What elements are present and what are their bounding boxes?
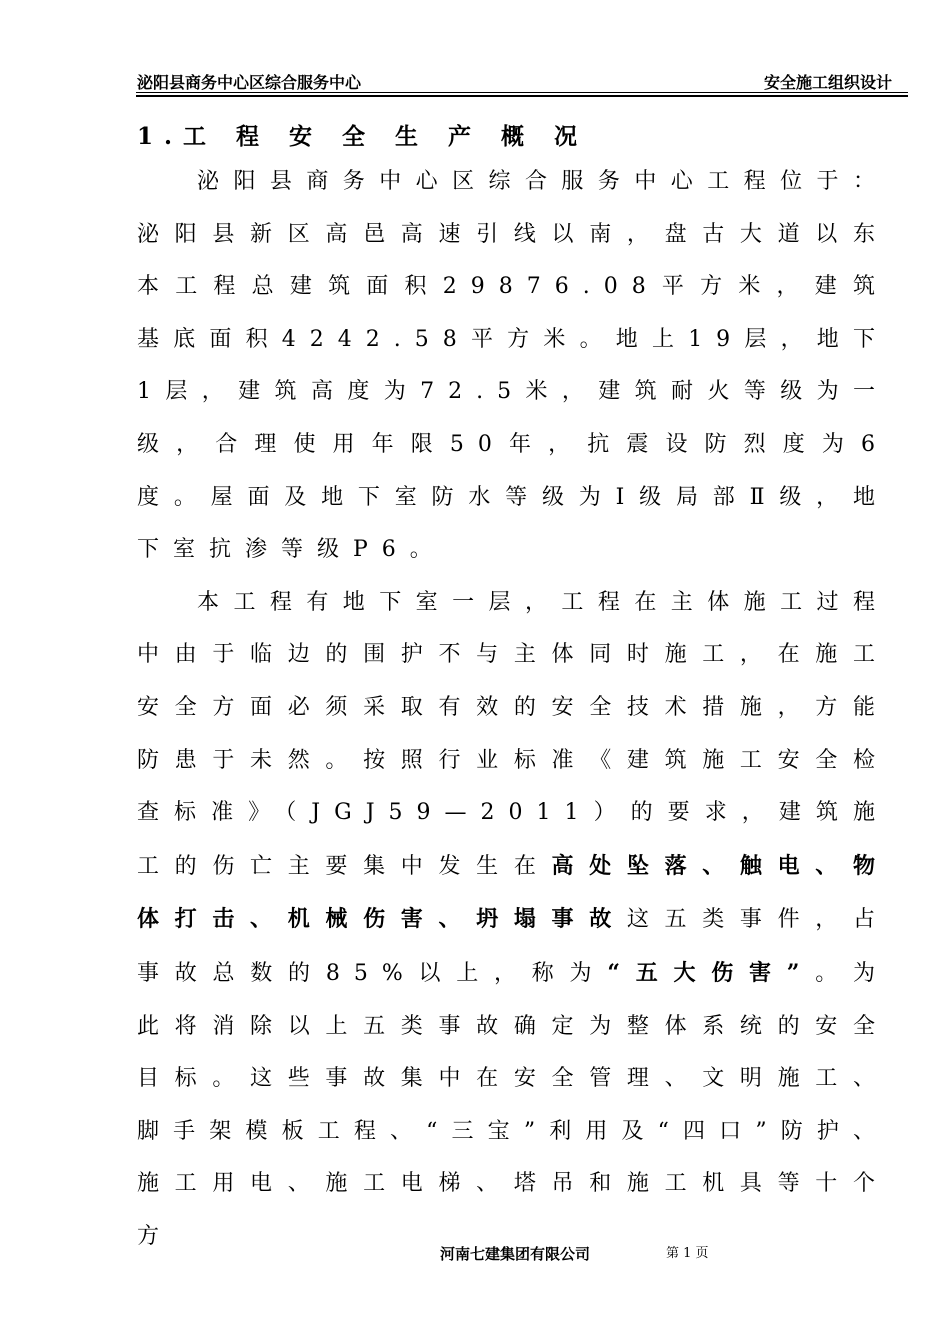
emphasis-accident-types: 高处坠落、触电、物体打击、机械伤害、坍塌事故 (137, 852, 889, 933)
paragraph-text: 本工程有地下室一层，工程在主体施工过程中由于临边的围护不与主体同时施工，在施工安全方面必须采取有效的安全技术措施，方能防患于未然。按照行业标准《建筑施工安全检查标准》（JGJ59—2011）的要求，建筑施工的伤亡主要集中发生在 (137, 589, 889, 879)
paragraph-text: 。为此将消除以上五类事故确定为整体系统的安全目标。这些事故集中在安全管理、文明施工、脚手架模板工程、“三宝”利用及“四口”防护、施工用电、施工电梯、塔吊和施工机具等十个方 (137, 960, 889, 1249)
footer-company: 河南七建集团有限公司 (440, 1245, 591, 1263)
header-rule-thin (136, 92, 908, 93)
header-document-title: 安全施工组织设计 (763, 73, 892, 92)
emphasis-five-hazards: “五大伤害” (607, 959, 814, 986)
header-rule-thick (136, 95, 908, 97)
paragraph-text: 这五类事件，占事故总数的85%以上，称为 (137, 907, 889, 986)
footer-page-number: 第 1 页 (666, 1246, 709, 1261)
paragraph-safety-analysis (137, 577, 889, 1264)
body-text (137, 156, 889, 1263)
header-project-name: 泌阳县商务中心区综合服务中心 (137, 73, 362, 92)
section-title: 1.工 程 安 全 生 产 概 况 (137, 123, 589, 150)
paragraph-project-overview: 泌阳县商务中心区综合服务中心工程位于：泌阳县新区高邑高速引线以南，盘古大道以东本工程总建筑面积29876.08平方米，建筑基底面积4242.58平方米。地上19层，地下1层，建筑高度为72.5米，建筑耐火等级为一级，合理使用年限50年，抗震设防烈度为6度。屋面及地下室防水等级为Ⅰ级局部Ⅱ级，地下室抗渗等级P6。 (137, 169, 889, 563)
